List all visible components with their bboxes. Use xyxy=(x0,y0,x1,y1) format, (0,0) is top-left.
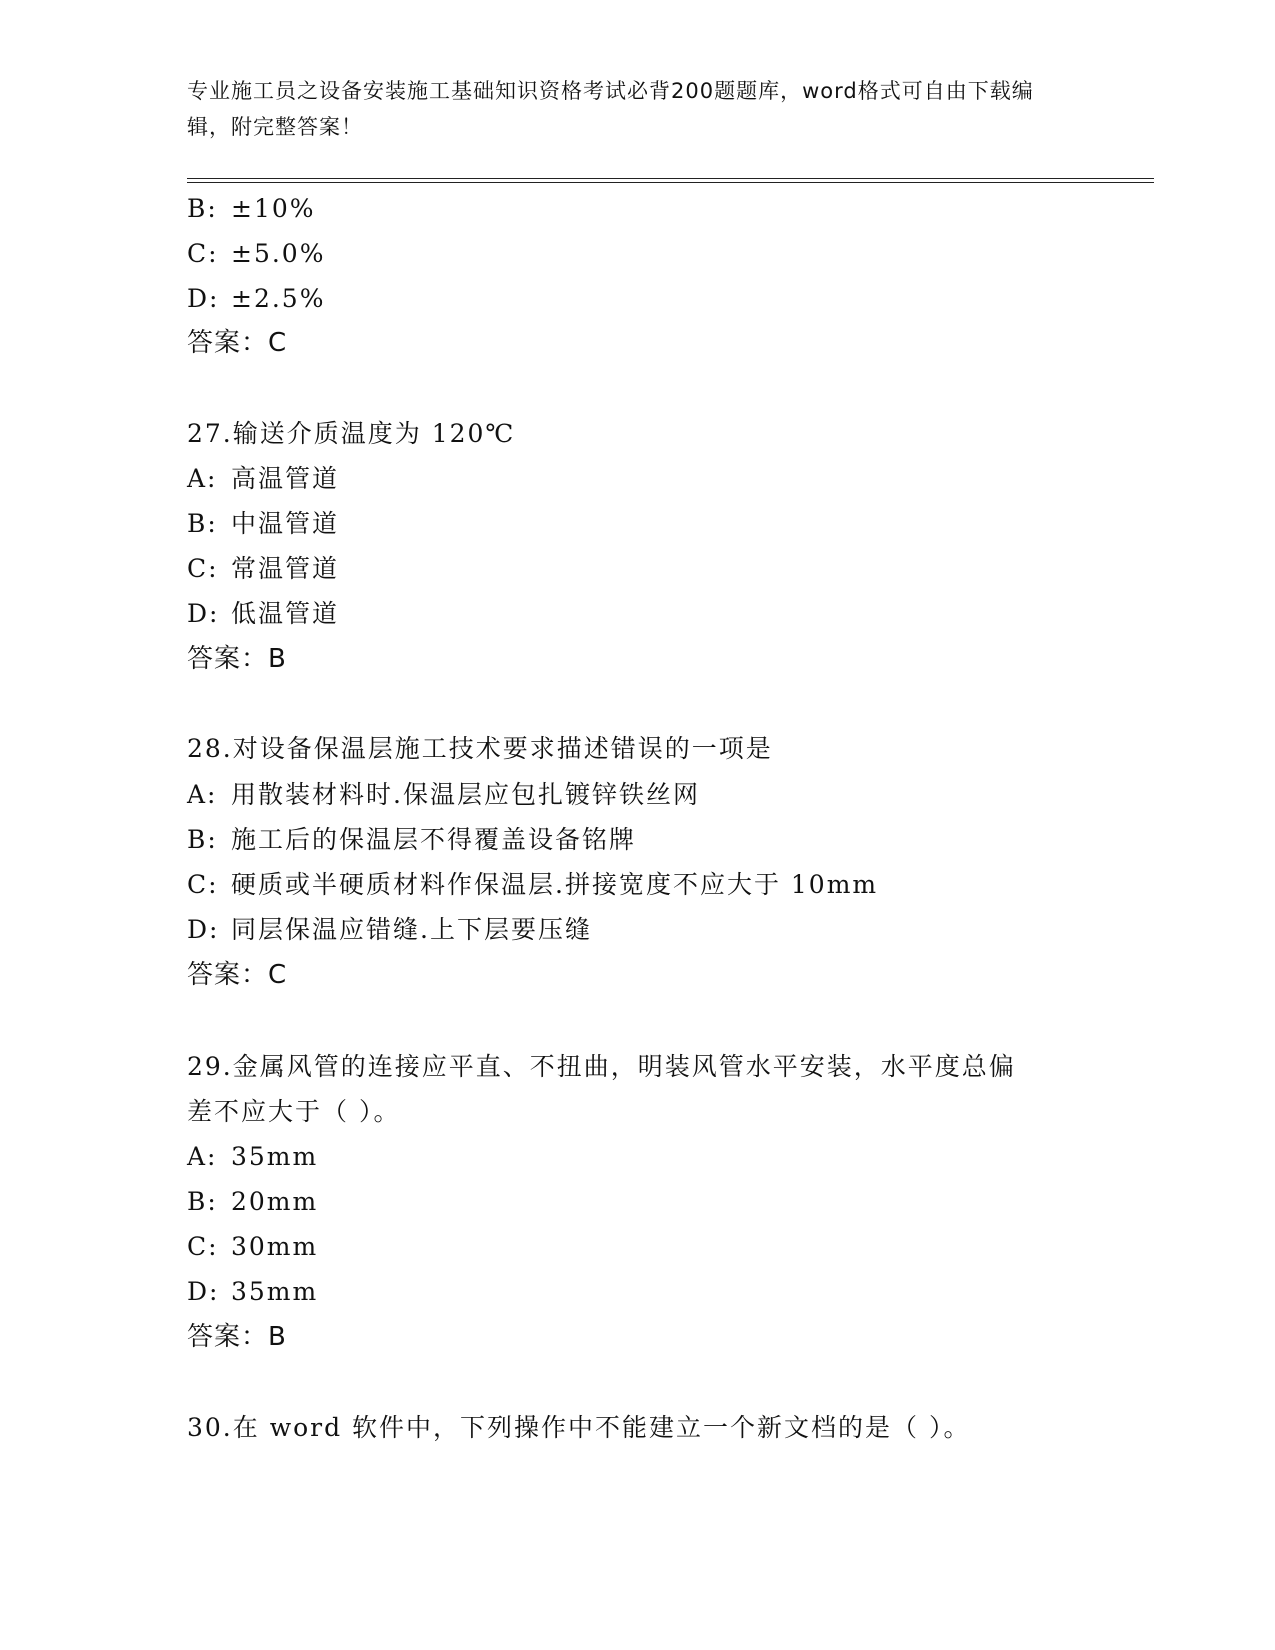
option-key: B: xyxy=(187,825,218,854)
option-text: ±2.5% xyxy=(231,284,326,313)
option-key: A: xyxy=(187,464,218,493)
option-d xyxy=(187,1275,318,1309)
option-b xyxy=(187,507,339,541)
option-d xyxy=(187,282,325,316)
option-b xyxy=(187,1185,318,1219)
option-c xyxy=(187,237,325,271)
option-text: ±5.0% xyxy=(231,239,326,268)
answer-line: 答案：C xyxy=(187,328,288,358)
option-b xyxy=(187,192,316,226)
option-c xyxy=(187,1230,318,1264)
option-key: C: xyxy=(187,870,219,899)
option-text: 高温管道 xyxy=(231,464,340,493)
option-key: C: xyxy=(187,239,219,268)
option-key: D: xyxy=(187,599,220,628)
option-a xyxy=(187,462,339,496)
header-double-rule xyxy=(187,178,1154,183)
option-key: A: xyxy=(187,780,218,809)
option-key: C: xyxy=(187,554,219,583)
answer-line: 答案：B xyxy=(187,644,287,674)
option-text: ±10% xyxy=(231,194,316,223)
option-key: B: xyxy=(187,1187,218,1216)
option-b xyxy=(187,823,636,857)
option-text: 同层保温应错缝.上下层要压缝 xyxy=(231,915,592,944)
option-a xyxy=(187,1140,318,1174)
option-c xyxy=(187,552,339,586)
option-text: 用散装材料时.保温层应包扎镀锌铁丝网 xyxy=(231,780,700,809)
option-text: 35mm xyxy=(231,1142,319,1171)
option-text: 施工后的保温层不得覆盖设备铭牌 xyxy=(231,825,637,854)
option-key: B: xyxy=(187,194,218,223)
option-key: C: xyxy=(187,1232,219,1261)
option-d xyxy=(187,913,592,947)
option-key: D: xyxy=(187,1277,220,1306)
option-key: D: xyxy=(187,284,220,313)
option-key: D: xyxy=(187,915,220,944)
answer-line: 答案：B xyxy=(187,1322,287,1352)
question-stem: 27.输送介质温度为 120℃ xyxy=(187,419,516,448)
option-key: B: xyxy=(187,509,218,538)
option-text: 硬质或半硬质材料作保温层.拼接宽度不应大于 10mm xyxy=(231,870,879,899)
option-text: 中温管道 xyxy=(231,509,340,538)
option-text: 低温管道 xyxy=(231,599,340,628)
question-stem-continued: 差不应大于（ ）。 xyxy=(187,1097,401,1126)
option-a xyxy=(187,778,700,812)
option-text: 常温管道 xyxy=(231,554,340,583)
question-stem: 30.在 word 软件中，下列操作中不能建立一个新文档的是（ ）。 xyxy=(187,1413,971,1442)
option-text: 30mm xyxy=(231,1232,319,1261)
option-text: 20mm xyxy=(231,1187,319,1216)
option-text: 35mm xyxy=(231,1277,319,1306)
option-key: A: xyxy=(187,1142,218,1171)
question-stem: 29.金属风管的连接应平直、不扭曲，明装风管水平安装，水平度总偏 xyxy=(187,1052,1016,1081)
page-header-title: 专业施工员之设备安装施工基础知识资格考试必背200题题库，word格式可自由下载编辑，附完整答案！ xyxy=(187,79,1034,139)
answer-line: 答案：C xyxy=(187,960,288,990)
question-stem: 28.对设备保温层施工技术要求描述错误的一项是 xyxy=(187,734,773,763)
option-c xyxy=(187,868,878,902)
option-d xyxy=(187,597,339,631)
